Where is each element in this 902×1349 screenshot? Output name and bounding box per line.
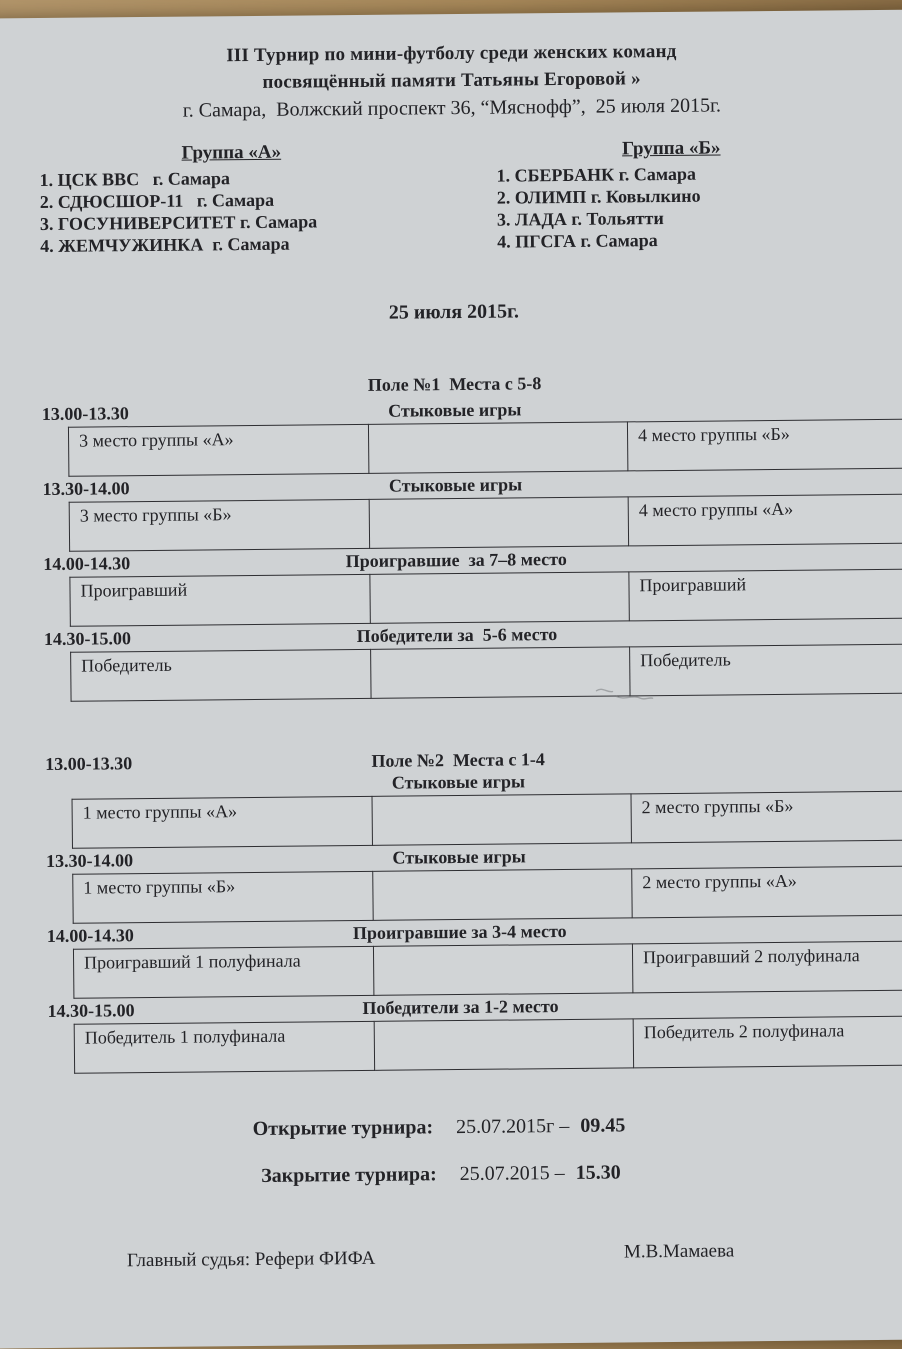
match-subtitle: Стыковые игры xyxy=(388,474,523,496)
match-table xyxy=(68,418,902,476)
chief-judge-text: Главный судья: Рефери ФИФА xyxy=(126,1247,376,1272)
group-a-team-1: 1. ЦСК ВВС г. Самара xyxy=(39,168,231,191)
home-team-cell: 1 место группы «Б» xyxy=(73,871,373,923)
home-team-cell: 3 место группы «А» xyxy=(68,424,368,476)
match-table xyxy=(73,940,902,998)
match-subtitle: Проигравшие за 3-4 место xyxy=(352,921,567,944)
title-line-3: г. Самара, Волжский проспект 36, “Мяснофф”, 25 июля 2015г. xyxy=(182,94,722,122)
match-time: 14.30-15.00 xyxy=(43,628,132,650)
opening-date: 25.07.2015г – xyxy=(455,1114,570,1139)
opening-label: Открытие турнира: xyxy=(252,1116,434,1141)
group-b-team-4: 4. ПГСГА г. Самара xyxy=(497,230,658,252)
score-cell xyxy=(371,647,630,698)
match-block-f2-3 xyxy=(9,918,902,1000)
opening-time: 09.45 xyxy=(580,1114,626,1137)
match-block-f2-4 xyxy=(9,993,902,1075)
home-team-cell: 3 место группы «Б» xyxy=(69,499,369,551)
home-team-cell: Проигравший xyxy=(70,574,370,626)
pencil-smudge xyxy=(594,684,654,707)
closing-label: Закрытие турнира: xyxy=(261,1163,437,1187)
home-team-cell: Победитель 1 полуфинала xyxy=(74,1021,374,1073)
match-subtitle: Стыковые игры xyxy=(392,846,526,868)
match-time: 13.30-14.00 xyxy=(46,850,134,871)
field1-title: Поле №1 Места с 5-8 xyxy=(367,373,542,395)
match-block-f2-2 xyxy=(8,843,902,925)
match-subtitle: Стыковые игры xyxy=(391,771,526,793)
match-time: 13.00-13.30 xyxy=(45,753,133,774)
group-b-name: Группа «Б» xyxy=(621,137,721,160)
away-team-cell: 2 место группы «А» xyxy=(632,866,902,918)
document-content xyxy=(0,10,902,1278)
match-block-f1-2 xyxy=(4,471,902,553)
match-table xyxy=(70,643,902,701)
match-block-f1-4 xyxy=(6,621,902,703)
title-line-2: посвящённый памяти Татьяны Егоровой » xyxy=(262,68,641,93)
score-cell xyxy=(373,944,632,995)
match-subtitle: Проигравшие за 7–8 место xyxy=(345,548,567,572)
away-team-cell: Проигравший xyxy=(629,569,902,621)
away-team-cell: Проигравший 2 полуфинала xyxy=(632,941,902,993)
match-table xyxy=(69,568,902,626)
match-time: 14.00-14.30 xyxy=(46,925,134,946)
score-cell xyxy=(373,869,632,920)
score-cell xyxy=(369,497,628,548)
document-page xyxy=(0,9,902,1348)
away-team-cell: 2 место группы «Б» xyxy=(631,791,902,843)
match-block-f1-3 xyxy=(5,546,902,628)
match-block-f2-1 xyxy=(7,746,902,850)
date-heading: 25 июля 2015г. xyxy=(388,300,520,324)
group-b xyxy=(476,136,867,253)
match-table xyxy=(72,865,902,923)
group-a-team-3: 3. ГОСУНИВЕРСИТЕТ г. Самара xyxy=(39,211,318,235)
score-cell xyxy=(372,794,631,845)
away-team-cell: 4 место группы «Б» xyxy=(627,419,902,471)
match-time: 13.00-13.30 xyxy=(41,403,129,425)
title-line-1: III Турнир по мини-футболу среди женских команд xyxy=(226,40,677,67)
match-table xyxy=(72,790,902,848)
group-a-team-4: 4. ЖЕМЧУЖИНКА г. Самара xyxy=(40,233,290,257)
away-team-cell: Победитель 2 полуфинала xyxy=(633,1016,902,1068)
score-cell xyxy=(374,1019,633,1070)
match-table xyxy=(69,493,902,551)
group-a-team-2: 2. СДЮСШОР-11 г. Самара xyxy=(39,189,275,213)
match-time: 14.00-14.30 xyxy=(43,553,131,575)
away-team-cell: 4 место группы «А» xyxy=(628,494,902,546)
footer xyxy=(12,1239,902,1278)
away-team-cell: Победитель xyxy=(630,644,902,696)
opening-line xyxy=(253,1110,902,1142)
closing-time: 15.30 xyxy=(575,1161,621,1184)
match-time: 13.30-14.00 xyxy=(42,478,130,500)
closing-line xyxy=(253,1157,902,1189)
tournament-title xyxy=(0,36,902,127)
closing-date: 25.07.2015 – xyxy=(459,1162,565,1186)
group-a xyxy=(31,140,432,257)
group-b-team-1: 1. СБЕРБАНК г. Самара xyxy=(496,163,697,186)
match-subtitle: Победители за 1-2 место xyxy=(362,996,559,1018)
match-subtitle: Стыковые игры xyxy=(388,399,522,421)
field2-title: Поле №2 Места с 1-4 xyxy=(371,749,545,771)
match-time: 14.30-15.00 xyxy=(47,1000,135,1021)
groups-section xyxy=(1,136,902,258)
match-block-f1-1 xyxy=(4,396,902,478)
group-a-name: Группа «А» xyxy=(181,141,282,164)
home-team-cell: Победитель xyxy=(71,649,371,701)
signature-name: М.В.Мамаева xyxy=(623,1240,735,1263)
match-table xyxy=(74,1015,902,1073)
group-b-team-2: 2. ОЛИМП г. Ковылкино xyxy=(496,185,701,208)
group-b-team-3: 3. ЛАДА г. Тольятти xyxy=(496,208,664,230)
match-subtitle: Победители за 5-6 место xyxy=(356,624,558,647)
score-cell xyxy=(368,422,627,473)
home-team-cell: 1 место группы «А» xyxy=(72,796,372,848)
home-team-cell: Проигравший 1 полуфинала xyxy=(73,946,373,998)
score-cell xyxy=(370,572,629,623)
